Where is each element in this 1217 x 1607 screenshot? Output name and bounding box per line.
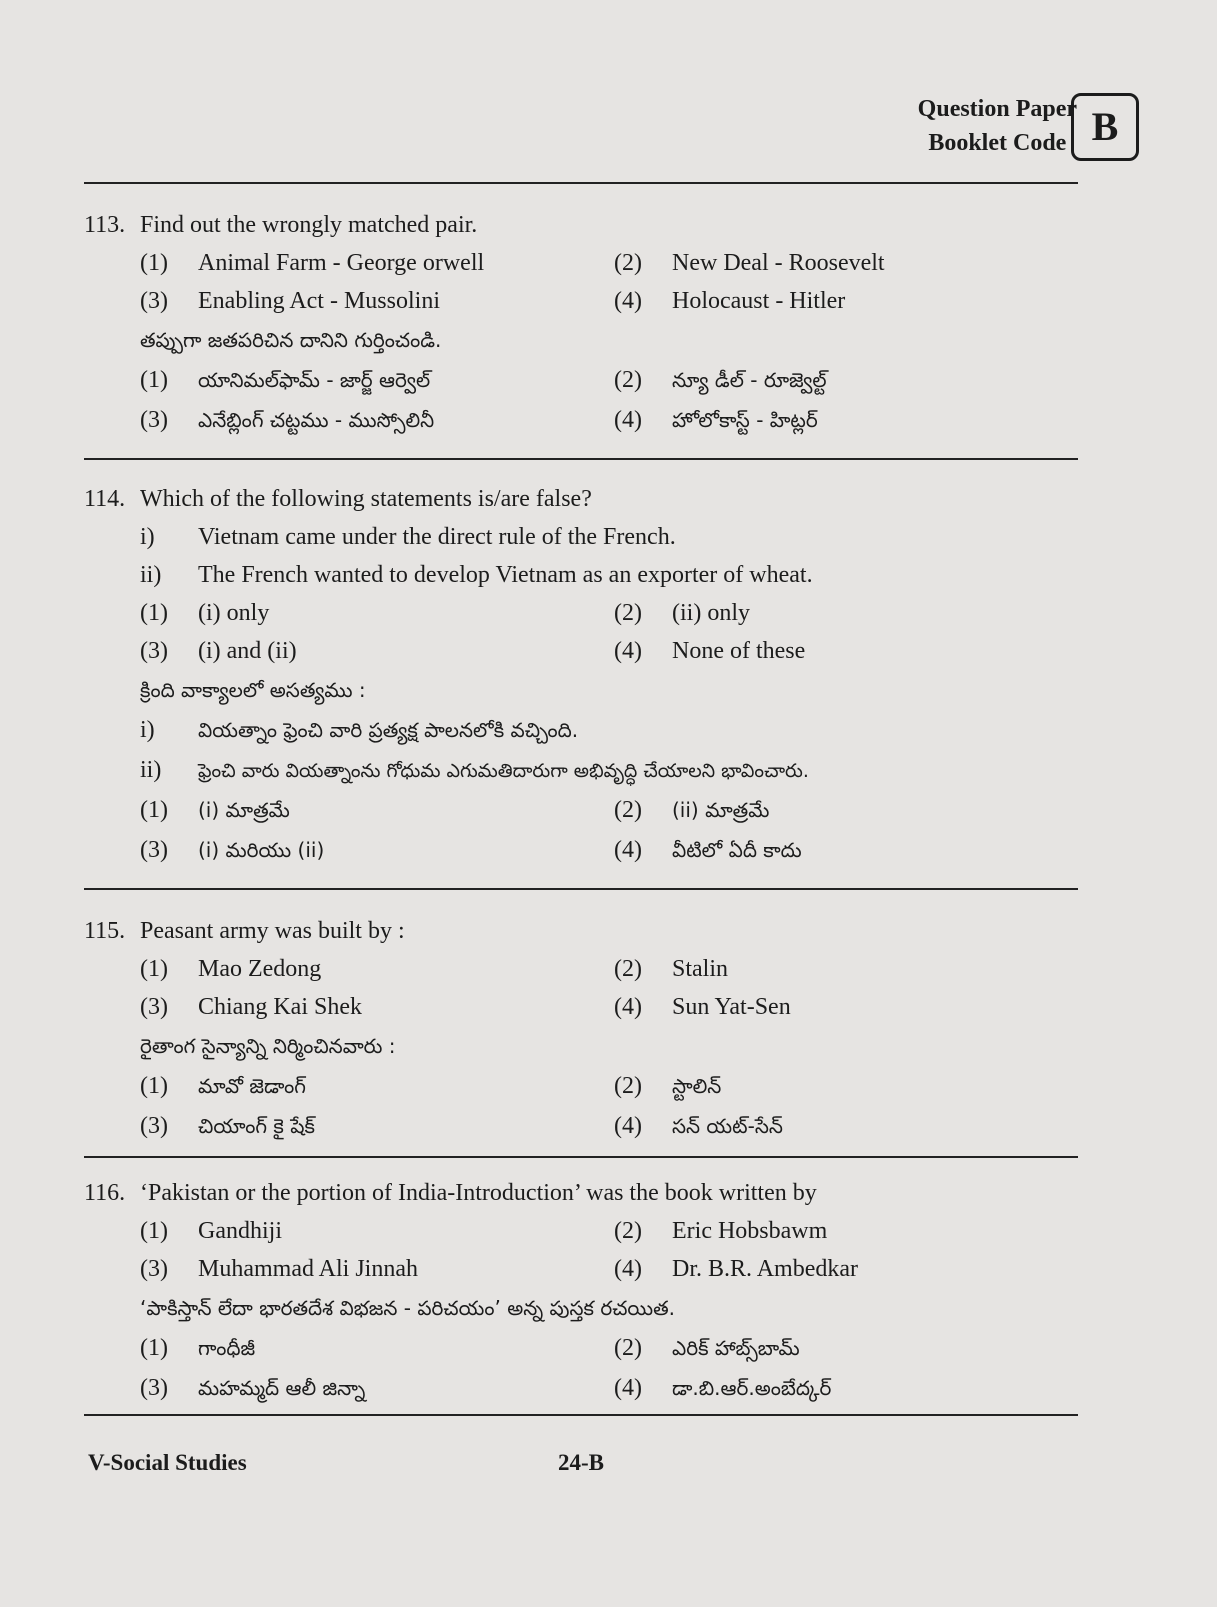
telugu-option-1: (1) మావో జెడాంగ్ [140,1073,306,1099]
question-number: 113. [84,212,126,238]
telugu-option-2: (2) (ii) మాత్రమే [614,797,770,823]
footer-subject: V-Social Studies [88,1450,247,1475]
footer-page-number: 24-B [558,1450,604,1475]
telugu-option-1: (1) (i) మాత్రమే [140,797,290,823]
question-115 [84,912,1084,1146]
question-stem: ‘Pakistan or the portion of India-Introduction’ was the book written by [140,1180,817,1206]
question-113 [84,206,1084,440]
booklet-code-box: B [1071,93,1139,161]
option-4: (4) Dr. B.R. Ambedkar [614,1256,858,1282]
telugu-question-stem: క్రింది వాక్యాలలో అసత్యము : [140,678,366,702]
telugu-option-3: (3) ఎనేబ్లింగ్ చట్టము - ముస్సోలినీ [140,407,435,433]
option-2: (2) Stalin [614,956,729,982]
divider [84,182,1078,184]
option-2: (2) New Deal - Roosevelt [614,250,885,276]
telugu-option-2: (2) ఎరిక్ హాబ్స్‌బామ్ [614,1335,800,1361]
telugu-option-3: (3) (i) మరియు (ii) [140,837,325,863]
option-4: (4) None of these [614,638,806,664]
telugu-question-stem: తప్పుగా జతపరిచిన దానిని గుర్తించండి. [140,328,442,352]
telugu-option-3: (3) చియాంగ్ కై షేక్ [140,1113,315,1139]
divider [84,1156,1078,1158]
header-line-question-paper: Question Paper [917,96,1077,122]
telugu-question-stem: ‘పాకిస్తాన్ లేదా భారతదేశ విభజన - పరిచయం’ అన్న పుస్తక రచయిత. [140,1296,676,1320]
telugu-option-1: (1) యానిమల్‌ఫామ్ - జార్జ్ ఆర్వెల్ [140,367,431,393]
option-2: (2) Eric Hobsbawm [614,1218,828,1244]
statement-i: i) Vietnam came under the direct rule of the French. [140,524,676,550]
option-2: (2) (ii) only [614,600,750,626]
option-1: (1) Gandhiji [140,1218,282,1244]
option-3: (3) Muhammad Ali Jinnah [140,1256,418,1282]
telugu-statement-ii: ii) ఫ్రెంచి వారు వియత్నాంను గోధుమ ఎగుమతిదారుగా అభివృద్ధి చేయాలని భావించారు. [140,757,809,783]
question-number: 114. [84,486,126,512]
divider [84,1414,1078,1416]
telugu-option-3: (3) మహమ్మద్ ఆలీ జిన్నా [140,1375,366,1401]
option-3: (3) Enabling Act - Mussolini [140,288,440,314]
telugu-option-4: (4) సన్ యట్-సేన్ [614,1113,783,1139]
option-4: (4) Sun Yat-Sen [614,994,791,1020]
question-114 [84,480,1084,870]
booklet-header [918,92,1077,160]
telugu-option-4: (4) వీటిలో ఏదీ కాదు [614,837,802,863]
divider [84,888,1078,890]
telugu-option-1: (1) గాంధీజీ [140,1335,256,1361]
telugu-option-2: (2) న్యూ డీల్ - రూజ్వెల్ట్ [614,367,827,393]
question-stem: Find out the wrongly matched pair. [140,212,478,238]
option-1: (1) Animal Farm - George orwell [140,250,485,276]
question-number: 115. [84,918,126,944]
telugu-question-stem: రైతాంగ సైన్యాన్ని నిర్మించినవారు : [140,1034,396,1058]
telugu-option-2: (2) స్టాలిన్ [614,1073,722,1099]
option-1: (1) Mao Zedong [140,956,322,982]
statement-ii: ii) The French wanted to develop Vietnam as an exporter of wheat. [140,562,813,588]
option-3: (3) Chiang Kai Shek [140,994,362,1020]
telugu-option-4: (4) హోలోకాస్ట్ - హిట్లర్ [614,407,818,433]
divider [84,458,1078,460]
option-3: (3) (i) and (ii) [140,638,297,664]
question-stem: Which of the following statements is/are false? [140,486,592,512]
header-line-booklet-code: Booklet Code [928,130,1067,156]
telugu-option-4: (4) డా.బి.ఆర్.అంబేద్కర్ [614,1375,832,1401]
option-4: (4) Holocaust - Hitler [614,288,846,314]
telugu-statement-i: i) వియత్నాం ఫ్రెంచి వారి ప్రత్యక్ష పాలనలోకి వచ్చింది. [140,717,579,743]
question-116 [84,1174,1084,1408]
question-stem: Peasant army was built by : [140,918,405,944]
question-number: 116. [84,1180,126,1206]
option-1: (1) (i) only [140,600,270,626]
